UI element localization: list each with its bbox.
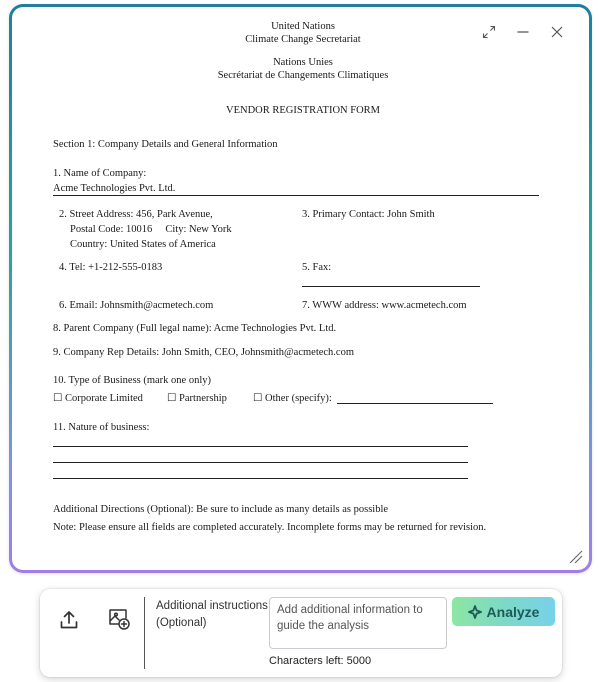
document-viewer-content <box>12 7 589 570</box>
instructions-input[interactable] <box>269 597 447 649</box>
additional-directions: Additional Directions (Optional): Be sure to include as many details as possible <box>53 504 389 515</box>
form-note: Note: Please ensure all fields are completed accurately. Incomplete forms may be returned for revision. <box>53 522 487 533</box>
q2-line3: Country: United States of America <box>70 239 216 250</box>
add-image-icon[interactable] <box>106 606 132 632</box>
header-en-line1: United Nations <box>271 21 335 32</box>
q3: 3. Primary Contact: John Smith <box>302 209 435 220</box>
section1-title: Section 1: Company Details and General Information <box>53 139 278 150</box>
q6: 6. Email: Johnsmith@acmetech.com <box>59 300 214 311</box>
q11-line-2 <box>53 462 468 463</box>
q1-label: 1. Name of Company: <box>53 168 147 179</box>
q2-line1: 2. Street Address: 456, Park Avenue, <box>59 209 213 220</box>
q1-field <box>53 182 539 196</box>
q9: 9. Company Rep Details: John Smith, CEO, Johnsmith@acmetech.com <box>53 347 355 358</box>
q7: 7. WWW address: www.acmetech.com <box>302 300 467 311</box>
analysis-toolbar <box>40 589 562 677</box>
q10-option-partnership: ☐ Partnership <box>167 393 227 404</box>
upload-icon[interactable] <box>57 608 81 632</box>
other-specify-line <box>337 403 493 404</box>
sparkle-icon <box>468 605 482 619</box>
fax-field-line <box>302 286 480 287</box>
q11-label: 11. Nature of business: <box>53 422 150 433</box>
header-fr-line2: Secrétariat de Changements Climatiques <box>217 70 389 81</box>
q10-label: 10. Type of Business (mark one only) <box>53 375 212 386</box>
q1-value: Acme Technologies Pvt. Ltd. <box>53 183 176 194</box>
q11-line-1 <box>53 446 468 447</box>
q10-option-other: ☐ Other (specify): <box>253 393 332 404</box>
checkbox-icon[interactable]: ☐ <box>53 393 63 404</box>
form-title: VENDOR REGISTRATION FORM <box>225 105 380 116</box>
characters-left: Characters left: 5000 <box>269 655 372 667</box>
document-viewer <box>9 4 592 573</box>
header-fr-line1: Nations Unies <box>273 57 333 68</box>
toolbar-divider <box>144 597 145 669</box>
form-header-fr <box>53 56 553 82</box>
resize-handle-icon[interactable] <box>569 550 583 564</box>
q2-city: City: New York <box>165 224 232 235</box>
form-header <box>53 20 553 46</box>
analyze-label: Analyze <box>486 603 540 620</box>
q4: 4. Tel: +1-212-555-0183 <box>59 262 163 273</box>
checkbox-icon[interactable]: ☐ <box>167 393 177 404</box>
header-en-line2: Climate Change Secretariat <box>245 34 361 45</box>
analyze-button[interactable] <box>452 597 555 626</box>
q2-postal: Postal Code: 10016 <box>70 224 153 235</box>
q5: 5. Fax: <box>302 262 332 273</box>
instructions-label: Additional instructions (Optional) <box>156 600 268 629</box>
checkbox-icon[interactable]: ☐ <box>253 393 263 404</box>
q10-option-corporate: ☐ Corporate Limited <box>53 393 143 404</box>
q11-line-3 <box>53 478 468 479</box>
q2-line2 <box>70 223 232 236</box>
q8: 8. Parent Company (Full legal name): Acme Technologies Pvt. Ltd. <box>53 323 337 334</box>
